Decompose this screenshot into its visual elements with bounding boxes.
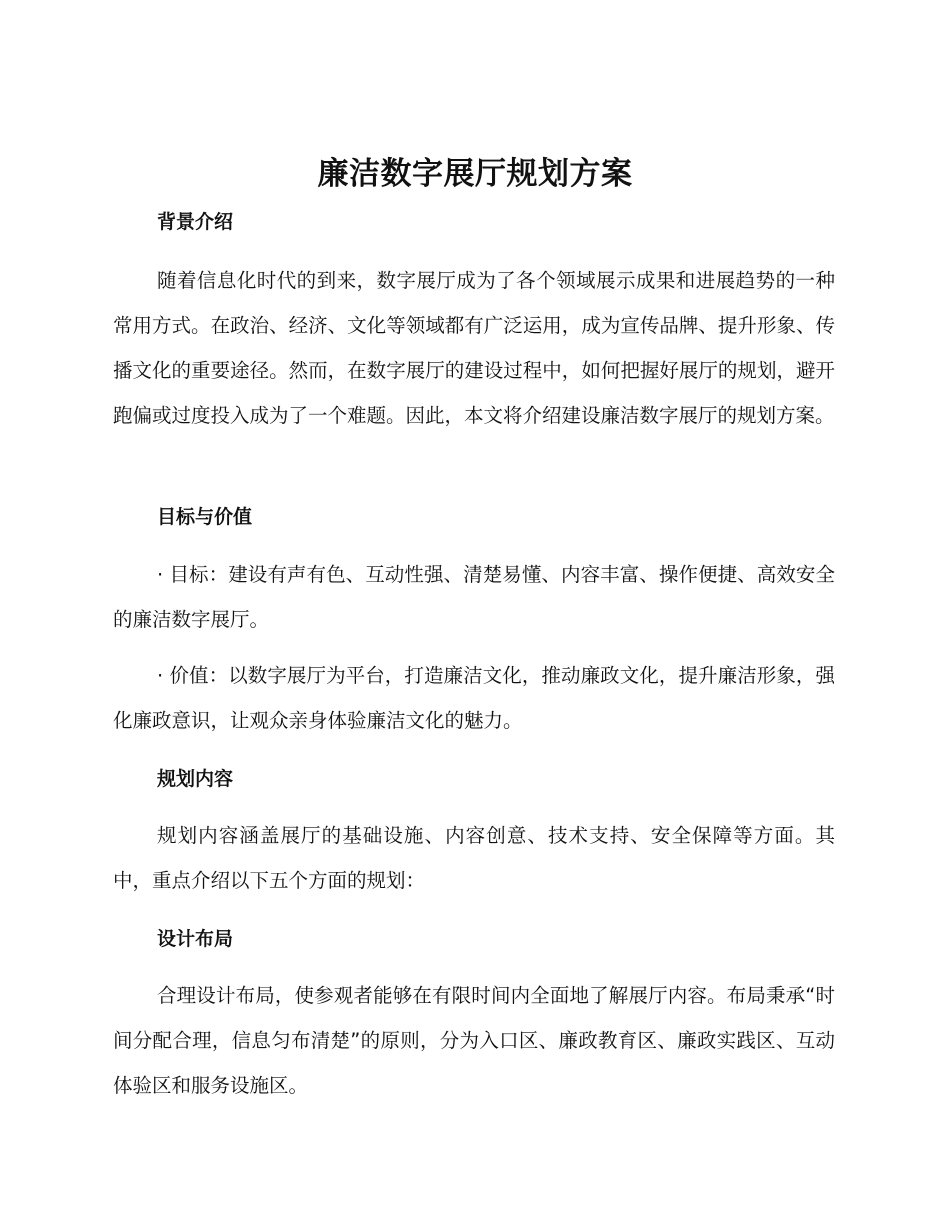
section-heading-plan-content: 规划内容 xyxy=(157,768,234,790)
section-heading-background: 背景介绍 xyxy=(157,211,234,233)
goal-bullet: · 目标：建设有声有色、互动性强、清楚易懂、内容丰富、操作便捷、高效安全的廉洁数字展厅。 xyxy=(113,563,835,631)
document-title: 廉洁数字展厅规划方案 xyxy=(317,156,633,192)
plan-content-paragraph: 规划内容涵盖展厅的基础设施、内容创意、技术支持、安全保障等方面。其中，重点介绍以下五个方面的规划： xyxy=(113,824,835,892)
layout-design-paragraph: 合理设计布局，使参观者能够在有限时间内全面地了解展厅内容。布局秉承“时间分配合理，信息匀布清楚”的原则，分为入口区、廉政教育区、廉政实践区、互动体验区和服务设施区。 xyxy=(113,984,835,1097)
section-heading-layout-design: 设计布局 xyxy=(157,928,234,950)
background-paragraph: 随着信息化时代的到来，数字展厅成为了各个领域展示成果和进展趋势的一种常用方式。在政治、经济、文化等领域都有广泛运用，成为宣传品牌、提升形象、传播文化的重要途径。然而，在数字展厅的建设过程中，如何把握好展厅的规划，避开跑偏或过度投入成为了一个难题。因此，本文将介绍建设廉洁数字展厅的规划方案。 xyxy=(113,269,835,427)
value-bullet: · 价值：以数字展厅为平台，打造廉洁文化，推动廉政文化，提升廉洁形象，强化廉政意识，让观众亲身体验廉洁文化的魅力。 xyxy=(113,664,835,732)
section-heading-goals: 目标与价值 xyxy=(157,506,253,528)
